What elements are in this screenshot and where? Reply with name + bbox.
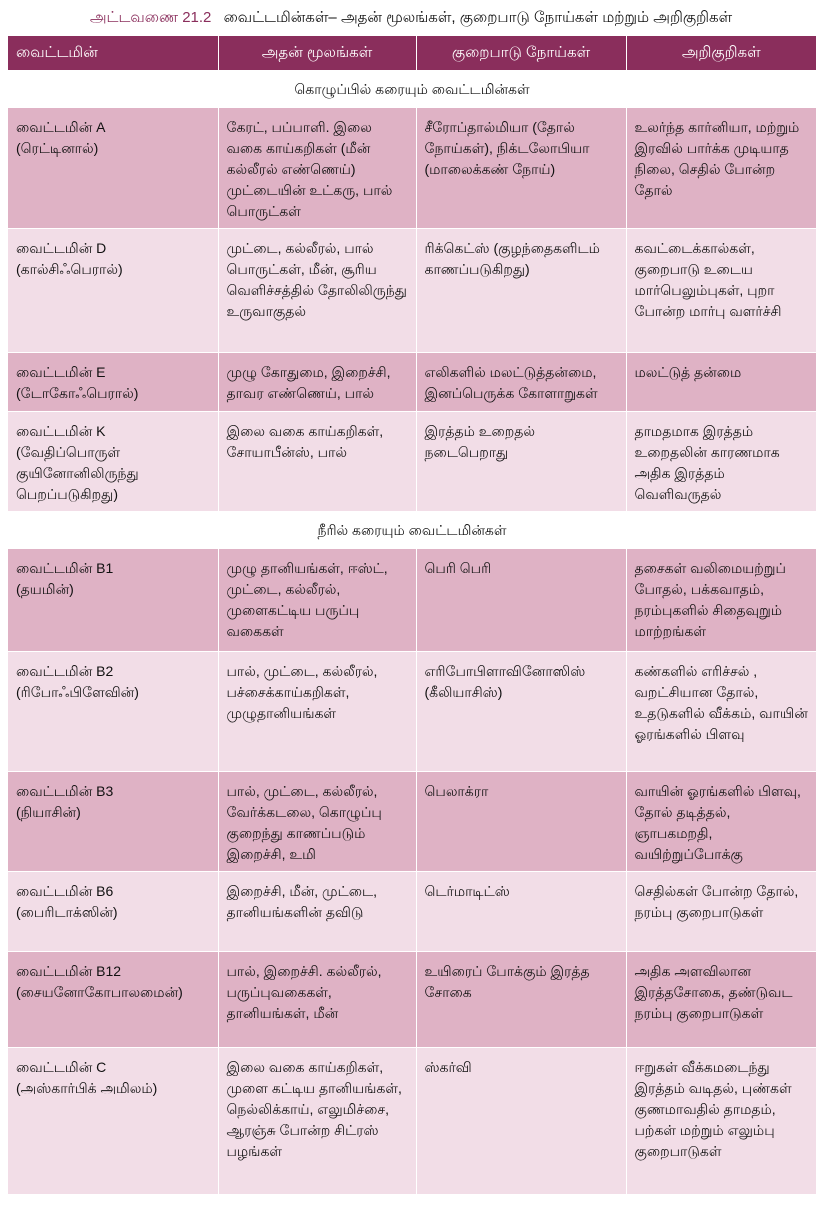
vitamin-cell [8, 872, 218, 952]
vitamin-name: வைட்டமின் A [16, 119, 106, 135]
disease-cell: பெலாக்ரா [416, 772, 626, 872]
table-row [8, 412, 816, 512]
symptoms-cell: வாயின் ஓரங்களில் பிளவு, தோல் தடித்தல், ஞாபகமறதி, வயிற்றுப்போக்கு [626, 772, 816, 872]
vitamin-cell [8, 1048, 218, 1194]
vitamin-name: வைட்டமின் C [16, 1059, 107, 1075]
vitamin-name: வைட்டமின் B6 [16, 883, 114, 899]
symptoms-cell: ஈறுகள் வீக்கமடைந்து இரத்தம் வடிதல், புண்கள் குணமாவதில் தாமதம், பற்கள் மற்றும் எலும்பு குறைபாடுகள் [626, 1048, 816, 1194]
vitamin-chemical-name: (ரெட்டினால்) [16, 140, 99, 156]
sources-cell: பால், முட்டை, கல்லீரல், வேர்க்கடலை, கொழுப்பு குறைந்து காணப்படும் இறைச்சி, உமி [218, 772, 416, 872]
vitamin-cell [8, 772, 218, 872]
section-title: நீரில் கரையும் வைட்டமின்கள் [8, 512, 816, 549]
vitamin-chemical-name: (அஸ்கார்பிக் அமிலம்) [16, 1080, 158, 1096]
sources-cell: இறைச்சி, மீன், முட்டை, தானியங்களின் தவிடு [218, 872, 416, 952]
vitamin-cell [8, 108, 218, 229]
sources-cell: இலை வகை காய்கறிகள், முளை கட்டிய தானியங்கள், நெல்லிக்காய், எலுமிச்சை, ஆரஞ்சு போன்ற சிட்ரஸ் பழங்கள் [218, 1048, 416, 1194]
table-number: அட்டவணை 21.2 [89, 9, 212, 26]
sources-cell: முழு கோதுமை, இறைச்சி, தாவர எண்ணெய், பால் [218, 353, 416, 412]
section-fat-soluble [8, 71, 816, 108]
disease-cell: எலிகளில் மலட்டுத்தன்மை, இனப்பெருக்க கோளாறுகள் [416, 353, 626, 412]
header-disease: குறைபாடு நோய்கள் [416, 36, 626, 71]
disease-cell: உயிரைப் போக்கும் இரத்த சோகை [416, 952, 626, 1048]
vitamin-cell [8, 652, 218, 772]
disease-cell: இரத்தம் உறைதல் நடைபெறாது [416, 412, 626, 512]
vitamin-cell [8, 229, 218, 353]
disease-cell: எரிபோபிளாவினோஸிஸ் (கீலியாசிஸ்) [416, 652, 626, 772]
vitamin-name: வைட்டமின் E [16, 364, 106, 380]
table-row [8, 108, 816, 229]
vitamin-name: வைட்டமின் D [16, 240, 107, 256]
header-sources: அதன் மூலங்கள் [218, 36, 416, 71]
symptoms-cell: கவட்டைக்கால்கள், குறைபாடு உடைய மார்பெலும்புகள், புறா போன்ற மார்பு வளர்ச்சி [626, 229, 816, 353]
table-title: வைட்டமின்கள்– அதன் மூலங்கள், குறைபாடு நோய்கள் மற்றும் அறிகுறிகள் [223, 9, 733, 26]
vitamin-chemical-name: (டோகோஃபெரால்) [16, 385, 139, 401]
vitamin-chemical-name: (வேதிப்பொருள் குயினோனிலிருந்து பெறப்படுகிறது) [16, 444, 139, 502]
vitamin-chemical-name: (தயமின்) [16, 581, 74, 597]
section-title: கொழுப்பில் கரையும் வைட்டமின்கள் [8, 71, 816, 108]
symptoms-cell: தாமதமாக இரத்தம் உறைதலின் காரணமாக அதிக இரத்தம் வெளிவருதல் [626, 412, 816, 512]
table-row [8, 229, 816, 353]
table-caption [0, 0, 822, 36]
table-row [8, 772, 816, 872]
disease-cell: பெரி பெரி [416, 549, 626, 652]
sources-cell: இலை வகை காய்கறிகள், சோயாபீன்ஸ், பால் [218, 412, 416, 512]
vitamin-name: வைட்டமின் K [16, 423, 106, 439]
section-water-soluble [8, 512, 816, 549]
disease-cell: ஸ்கர்வி [416, 1048, 626, 1194]
vitamin-cell [8, 412, 218, 512]
symptoms-cell: தசைகள் வலிமையற்றுப் போதல், பக்கவாதம், நரம்புகளில் சிதைவுறும் மாற்றங்கள் [626, 549, 816, 652]
header-symptoms: அறிகுறிகள் [626, 36, 816, 71]
table-row [8, 652, 816, 772]
disease-cell: ரிக்கெட்ஸ் (குழந்தைகளிடம் காணப்படுகிறது) [416, 229, 626, 353]
symptoms-cell: அதிக அளவிலான இரத்தசோகை, தண்டுவட நரம்பு குறைபாடுகள் [626, 952, 816, 1048]
sources-cell: பால், இறைச்சி. கல்லீரல், பருப்புவகைகள், தானியங்கள், மீன் [218, 952, 416, 1048]
header-vitamin: வைட்டமின் [8, 36, 218, 71]
vitamin-cell [8, 353, 218, 412]
sources-cell: பால், முட்டை, கல்லீரல், பச்சைக்காய்கறிகள், முழுதானியங்கள் [218, 652, 416, 772]
vitamin-name: வைட்டமின் B3 [16, 783, 114, 799]
vitamin-chemical-name: (சையனோகோபாலமைன்) [16, 984, 183, 1000]
vitamin-chemical-name: (ரிபோஃபிளேவின்) [16, 684, 139, 700]
table-header-row [8, 36, 816, 71]
vitamin-cell [8, 952, 218, 1048]
vitamin-name: வைட்டமின் B12 [16, 963, 122, 979]
symptoms-cell: உலர்ந்த கார்னியா, மற்றும் இரவில் பார்க்க முடியாத நிலை, செதில் போன்ற தோல் [626, 108, 816, 229]
vitamin-name: வைட்டமின் B1 [16, 560, 114, 576]
table-row [8, 1048, 816, 1194]
vitamin-chemical-name: (கால்சிஃபெரால்) [16, 261, 123, 277]
vitamin-chemical-name: (பைரிடாக்ஸின்) [16, 904, 118, 920]
table-row [8, 872, 816, 952]
vitamin-chemical-name: (நியாசின்) [16, 804, 81, 820]
vitamin-name: வைட்டமின் B2 [16, 663, 114, 679]
table-row [8, 549, 816, 652]
vitamin-table [8, 36, 816, 1194]
symptoms-cell: கண்களில் எரிச்சல் , வறட்சியான தோல், உதடுகளில் வீக்கம், வாயின் ஓரங்களில் பிளவு [626, 652, 816, 772]
sources-cell: முட்டை, கல்லீரல், பால் பொருட்கள், மீன், சூரிய வெளிச்சத்தில் தோலிலிருந்து உருவாகுதல் [218, 229, 416, 353]
sources-cell: முழு தானியங்கள், ஈஸ்ட், முட்டை, கல்லீரல், முளைகட்டிய பருப்பு வகைகள் [218, 549, 416, 652]
table-row [8, 353, 816, 412]
table-row [8, 952, 816, 1048]
symptoms-cell: மலட்டுத் தன்மை [626, 353, 816, 412]
symptoms-cell: செதில்கள் போன்ற தோல், நரம்பு குறைபாடுகள் [626, 872, 816, 952]
disease-cell: டெர்மாடிட்ஸ் [416, 872, 626, 952]
sources-cell: கேரட், பப்பாளி. இலை வகை காய்கறிகள் (மீன் கல்லீரல் எண்ணெய்) முட்டையின் உட்கரு, பால் பொருட்கள் [218, 108, 416, 229]
vitamin-cell [8, 549, 218, 652]
disease-cell: சீரோப்தால்மியா (தோல் நோய்கள்), நிக்டலோபியா (மாலைக்கண் நோய்) [416, 108, 626, 229]
